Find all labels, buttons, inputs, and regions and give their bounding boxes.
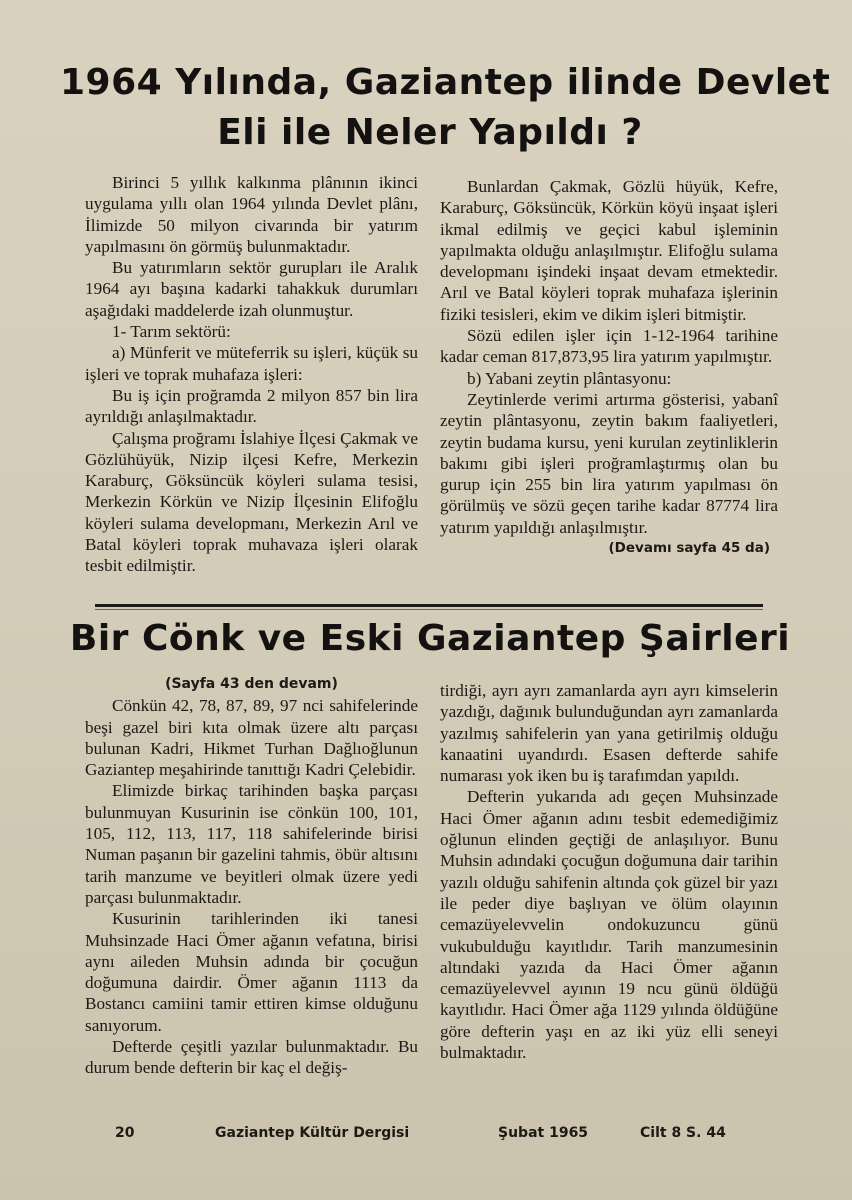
paragraph: Bunlardan Çakmak, Gözlü hüyük, Kefre, Karaburç, Göksüncük, Körkün köyü inşaat işleri ikmal edilmiş ve geçici kabul işleminin yapılmakta olduğu anlaşılmıştır. Elifoğlu sulama developmanı işindeki inşaat devam etmektedir. Arıl ve Batal köyleri toprak muhafaza işlerinin fiziki tesisleri, ekim ve dikim işleri bitmiştir. [440, 177, 778, 324]
paragraph: Çalışma proğramı İslahiye İlçesi Çakmak ve Gözlühüyük, Nizip ilçesi Kefre, Merkezin Karaburç, Göksüncük köyleri sulama tesisi, Merkezin Körkün ve Nizip İlçesinin Elifoğlu köyleri sulama developmanı, Merkezin Arıl ve Batal köyleri toprak muhavaza işleri olarak tesbit edilmiştir. [85, 428, 418, 576]
magazine-name: Gaziantep Kültür Dergisi [215, 1125, 410, 1141]
continued-note: (Devamı sayfa 45 da) [608, 540, 770, 557]
paragraph: Cönkün 42, 78, 87, 89, 97 nci sahifelerinde beşi gazel biri kıta olmak üzere altı parçası bulunan Kadri, Hikmet Turhan Dağlıoğlunun Gaziantep meşahirinde tanıttığı Kadri Çelebidir. [85, 696, 418, 780]
article2-title: Bir Cönk ve Eski Gaziantep Şairleri [69, 618, 791, 659]
article1-title-line2: Eli ile Neler Yapıldı ? [217, 112, 643, 153]
issue-date: Şubat 1965 [498, 1125, 589, 1141]
paragraph: Defterde çeşitli yazılar bulunmaktadır. Bu durum bende defterin bir kaç el değiş- [85, 1037, 418, 1078]
paragraph: Kusurinin tarihlerinden iki tanesi Muhsinzade Haci Ömer ağanın vefatına, birisi aynı aileden Muhsin adında bir çocuğun doğumuna dairdir. Ömer ağanın 1113 da Bostancı camiini tamir ettiren kimse olduğunu sanıyorum. [85, 909, 418, 1035]
article1-title-line1: 1964 Yılında, Gaziantep ilinde Devlet [60, 62, 831, 103]
page-number: 20 [115, 1125, 135, 1141]
paragraph: Bu iş için proğramda 2 milyon 857 bin lira ayrıldığı anlaşılmaktadır. [85, 385, 418, 427]
paragraph: tirdiği, ayrı ayrı zamanlarda ayrı ayrı kimselerin yazdığı, dağınık bulunduğundan ayrı zamanlarda yazılmış sahifelerin yan yana getirilmiş olduğu kanaatini uyandırdı. Esasen defterde sahife numarası yok iken bu iş tarafımdan yapıldı. [440, 681, 778, 786]
article2-column-right [440, 680, 778, 1063]
volume-number: Cilt 8 S. 44 [640, 1125, 726, 1141]
paragraph: a) Münferit ve müteferrik su işleri, küçük su işleri ve toprak muhafaza işleri: [85, 343, 418, 384]
paragraph: Elimizde birkaç tarihinden başka parçası bulunmuyan Kusurinin ise cönkün 100, 101, 105, 112, 113, 117, 118 sahifelerinde birisi Numan paşanın bir gazelini tahmis, öbür altısını tarih manzume ve beyitleri olmak üzere yedi parçası bulunmaktadır. [85, 781, 418, 907]
article2-column-left [85, 674, 418, 1079]
paragraph: Bu yatırımların sektör gurupları ile Aralık 1964 ayı başına kadarki tahakkuk durumları aşağıdaki maddelerde izah olunmuştur. [85, 258, 418, 320]
continued-from-note: (Sayfa 43 den devam) [165, 676, 338, 692]
article1-column-right [440, 176, 778, 559]
paragraph: Birinci 5 yıllık kalkınma plânının ikinci uygulama yıllı olan 1964 yılında Devlet plânı, İlimizde 50 milyon civarında bir yatırım yapılmasını ön görmüş bulunmaktadır. [85, 173, 418, 256]
section-heading: 1- Tarım sektörü: [112, 322, 231, 342]
paragraph: Defterin yukarıda adı geçen Muhsinzade Haci Ömer ağanın adını tesbit edemediğimiz oğlunun elinden geçtiği de anlaşılıyor. Bunu Muhsin adındaki çocuğun doğumuna dair tarihin yazılı olduğu sahifenin altında çok güzel bir yazı ile peder diye başlıyan ve ölüm olayının cemazüyelevvelin ondokuzuncu günü vukubulduğu kayıtlıdır. Tarih manzumesinin altındaki yazıda da Haci Ömer ağanın cemazüyelevvel ayının 19 ncu günü öldüğü kayıtlıdır. Haci Ömer ağa 1129 yılında öldüğüne göre defterin yaşı en az iki yüz elli seneyi bulmaktadır. [440, 787, 778, 1063]
paragraph: Sözü edilen işler için 1-12-1964 tarihine kadar ceman 817,873,95 lira yatırım yapılmıştır. [440, 326, 778, 367]
article1-column-left [85, 172, 418, 577]
section-heading: b) Yabani zeytin plântasyonu: [467, 368, 672, 388]
paragraph: Zeytinlerde verimi artırma gösterisi, yabanî zeytin plântasyonu, zeytin bakım faaliyetleri, zeytin budama kursu, yeni kurulan zeytinliklerin bakımı gibi işleri proğramlaştırmış olan bu gurup için 255 bin lira yatırım yapılması ön görülmüş ve sözü geçen tarihe kadar 87774 lira yatırım yapıldığı anlaşılmıştır. [440, 389, 778, 537]
section-divider [95, 604, 763, 607]
